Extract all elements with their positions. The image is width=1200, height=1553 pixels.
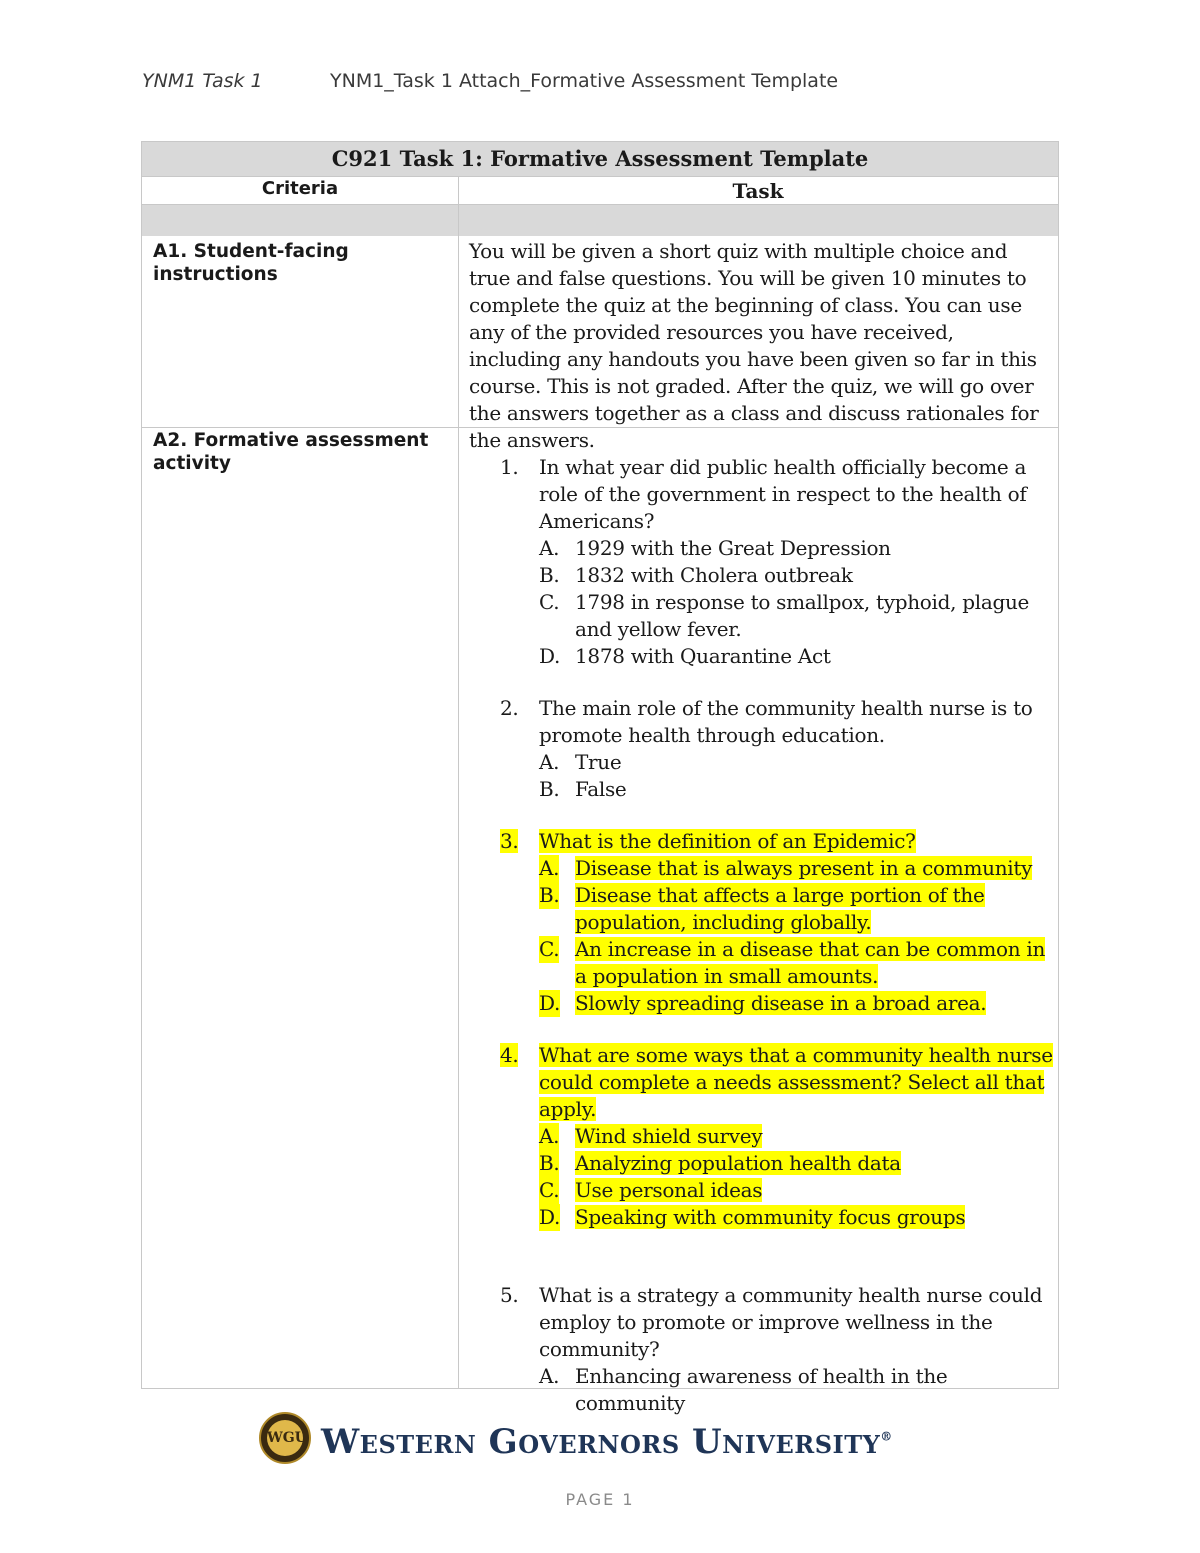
page-number: PAGE 1: [565, 1490, 635, 1509]
table-header-row: [142, 176, 1058, 204]
answer-option: B. 1832 with Cholera outbreak: [539, 563, 853, 587]
answer-option: B. Disease that affects a large portion of the population, including globally.: [539, 883, 985, 934]
quiz-question-5: [500, 1282, 1055, 1417]
column-divider: [458, 176, 459, 1388]
criteria-a2-label: A2. Formative assessment activity: [153, 430, 429, 474]
question-stem: What is the definition of an Epidemic?: [539, 829, 916, 853]
quiz-question-1: [500, 454, 1055, 670]
quiz-question-3: [500, 828, 1055, 1017]
answer-option: D. 1878 with Quarantine Act: [539, 644, 831, 668]
answer-option: B. Analyzing population health data: [539, 1151, 901, 1175]
table-title: C921 Task 1: Formative Assessment Template: [142, 142, 1058, 176]
column-header-task: Task: [732, 179, 784, 203]
answer-option: B. False: [539, 777, 627, 801]
answer-option: A. Enhancing awareness of health in the community: [539, 1364, 948, 1415]
student-instructions-text: You will be given a short quiz with multiple choice and true and false questions. You will be given 10 minutes to complete the quiz at the beginning of class. You can use any of the provided resources you have received, including any handouts you have been given so far in this course. This is not graded. After the quiz, we will go over the answers together as a class and discuss rationales for the answers.: [469, 239, 1039, 452]
answer-option: D. Slowly spreading disease in a broad area.: [539, 991, 987, 1015]
answer-option: A. 1929 with the Great Depression: [539, 536, 891, 560]
university-seal-icon: WGU: [259, 1412, 311, 1464]
university-name: Western Governors University®: [321, 1422, 893, 1462]
answer-option: A. Wind shield survey: [539, 1124, 763, 1148]
question-number: 2.: [500, 696, 519, 720]
question-stem: What are some ways that a community health nurse could complete a needs assessment? Select all that apply.: [539, 1043, 1053, 1121]
answer-option: D. Speaking with community focus groups: [539, 1205, 966, 1229]
assessment-table: [141, 141, 1059, 1415]
question-number: 3.: [500, 829, 519, 853]
header-course-code: YNM1 Task 1: [142, 70, 263, 92]
divider: [142, 204, 1058, 205]
question-number: 5.: [500, 1283, 519, 1307]
answer-option: C. 1798 in response to smallpox, typhoid, plague and yellow fever.: [539, 590, 1030, 641]
answer-option: C. Use personal ideas: [539, 1178, 763, 1202]
question-stem: The main role of the community health nurse is to promote health through education.: [539, 696, 1033, 747]
divider: [142, 176, 1058, 177]
quiz-question-4: [500, 1042, 1055, 1231]
criteria-a1-label: A1. Student-facing instructions: [153, 241, 349, 285]
answer-option: A. True: [539, 750, 622, 774]
question-stem: In what year did public health officially become a role of the government in respect to the health of Americans?: [539, 455, 1027, 533]
question-stem: What is a strategy a community health nurse could employ to promote or improve wellness in the community?: [539, 1283, 1043, 1361]
question-number: 1.: [500, 455, 519, 479]
question-number: 4.: [500, 1043, 519, 1067]
quiz-question-2: [500, 695, 1055, 803]
spacer-row: [142, 204, 1058, 236]
answer-option: A. Disease that is always present in a community: [539, 856, 1033, 880]
column-header-criteria: Criteria: [261, 178, 339, 199]
answer-option: C. An increase in a disease that can be common in a population in small amounts.: [539, 937, 1046, 988]
header-document-title: YNM1_Task 1 Attach_Formative Assessment Template: [330, 70, 839, 92]
